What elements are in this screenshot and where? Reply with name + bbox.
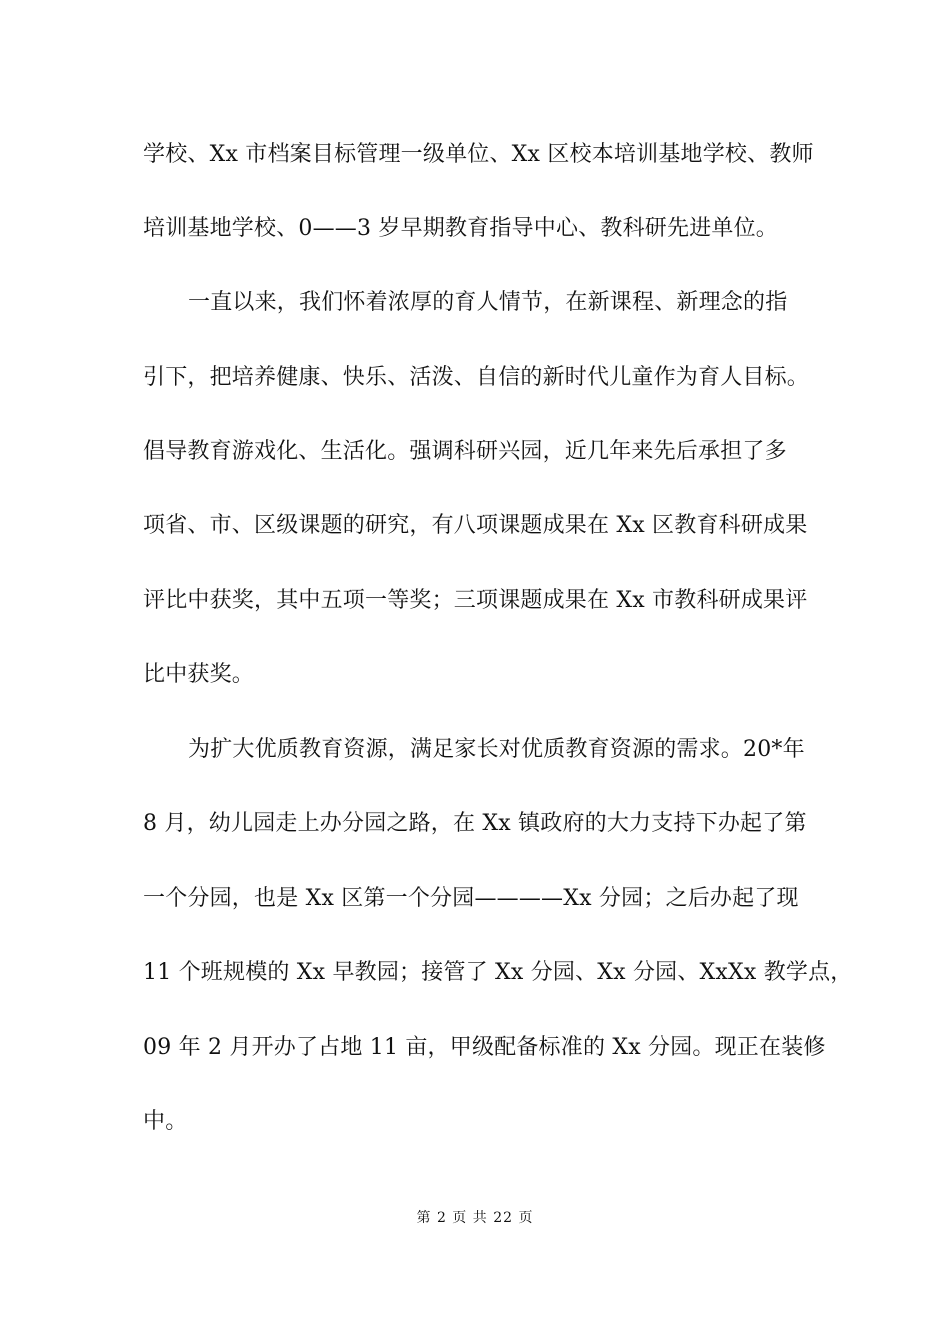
paragraph-2-line-5: 评比中获奖，其中五项一等奖；三项课题成果在 Xx 市教科研成果评 [143,588,808,613]
paragraph-3-line-5: 09 年 2 月开办了占地 11 亩，甲级配备标准的 Xx 分园。现正在装修 [143,1035,826,1060]
paragraph-2-line-2: 引下，把培养健康、快乐、活泼、自信的新时代儿童作为育人目标。 [143,365,810,390]
paragraph-2-line-6: 比中获奖。 [143,662,255,687]
paragraph-2-line-1: 一直以来，我们怀着浓厚的育人情节，在新课程、新理念的指 [188,290,788,315]
paragraph-3-line-1: 为扩大优质教育资源，满足家长对优质教育资源的需求。20*年 [188,737,805,762]
paragraph-1-line-2: 培训基地学校、0——3 岁早期教育指导中心、教科研先进单位。 [143,216,778,241]
paragraph-3-line-2: 8 月，幼儿园走上办分园之路，在 Xx 镇政府的大力支持下办起了第 [143,811,807,836]
paragraph-3-line-3: 一个分园，也是 Xx 区第一个分园————Xx 分园；之后办起了现 [143,886,799,911]
paragraph-3-line-4: 11 个班规模的 Xx 早教园；接管了 Xx 分园、Xx 分园、XxXx 教学点， [143,960,853,985]
paragraph-1-line-1: 学校、Xx 市档案目标管理一级单位、Xx 区校本培训基地学校、教师 [143,142,814,167]
paragraph-2-line-3: 倡导教育游戏化、生活化。强调科研兴园，近几年来先后承担了多 [143,439,787,464]
paragraph-3-line-6: 中。 [143,1109,188,1134]
paragraph-2-line-4: 项省、市、区级课题的研究，有八项课题成果在 Xx 区教育科研成果 [143,513,808,538]
page-number-footer: 第 2 页 共 22 页 [416,1210,534,1226]
